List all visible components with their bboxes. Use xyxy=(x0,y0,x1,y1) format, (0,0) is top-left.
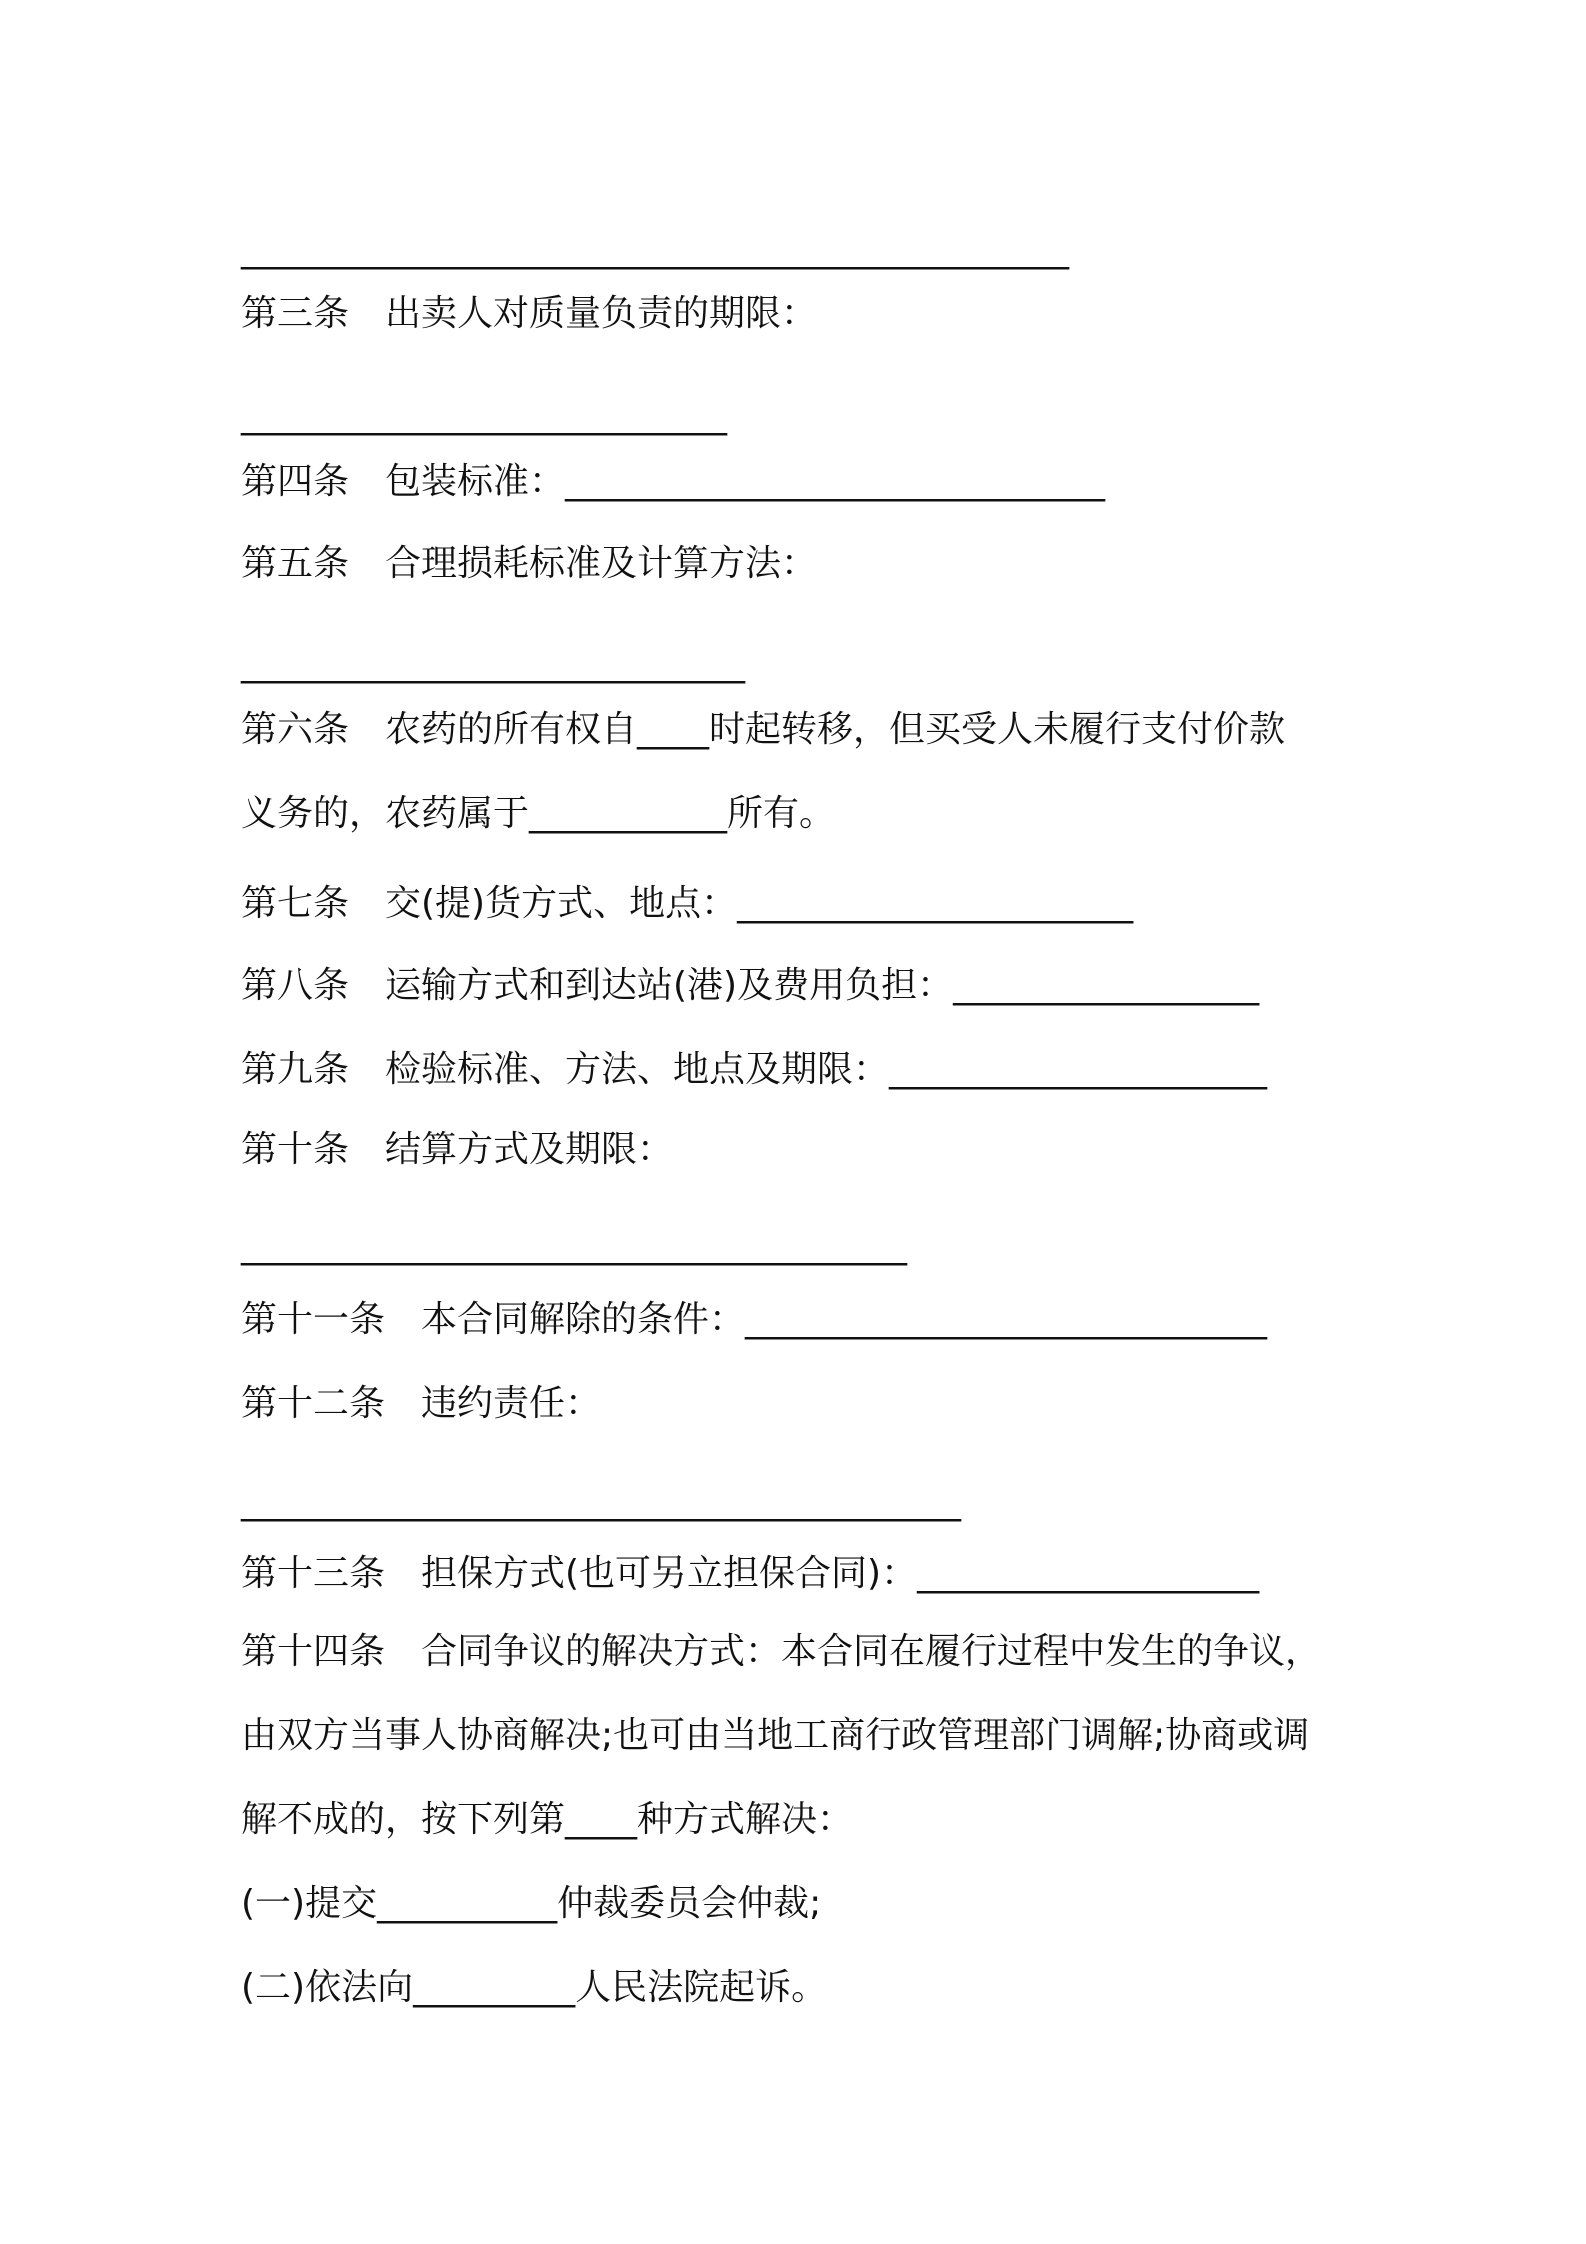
blank-line-3: ____________________________ xyxy=(241,643,745,684)
article-8-transport: 第八条 运输方式和到达站(港)及费用负担：_________________ xyxy=(241,965,1260,1006)
option-arbitration: (一)提交__________仲裁委员会仲裁; xyxy=(241,1883,822,1924)
blank-line-2: ___________________________ xyxy=(241,395,727,436)
option-litigation: (二)依法向_________人民法院起诉。 xyxy=(241,1967,828,2008)
article-6-continued: 义务的，农药属于___________所有。 xyxy=(241,793,836,834)
article-4-packaging: 第四条 包装标准：______________________________ xyxy=(241,461,1106,502)
article-14-dispute: 第十四条 合同争议的解决方式：本合同在履行过程中发生的争议， xyxy=(241,1631,1322,1672)
article-7-delivery: 第七条 交(提)货方式、地点：______________________ xyxy=(241,883,1134,924)
article-14-continued-2: 解不成的，按下列第____种方式解决： xyxy=(241,1799,854,1840)
blank-line-5: ________________________________________ xyxy=(241,1481,961,1522)
article-10-settlement: 第十条 结算方式及期限： xyxy=(241,1129,674,1170)
blank-line-1: ______________________________________________ xyxy=(241,229,1069,270)
article-9-inspection: 第九条 检验标准、方法、地点及期限：_____________________ xyxy=(241,1049,1268,1090)
article-14-continued-1: 由双方当事人协商解决;也可由当地工商行政管理部门调解;协商或调 xyxy=(241,1715,1310,1756)
article-6-ownership: 第六条 农药的所有权自____时起转移，但买受人未履行支付价款 xyxy=(241,709,1286,750)
blank-line-4: _____________________________________ xyxy=(241,1225,907,1266)
article-11-termination: 第十一条 本合同解除的条件：_____________________________ xyxy=(241,1299,1268,1340)
article-12-liability: 第十二条 违约责任： xyxy=(241,1383,602,1424)
article-5-loss-standard: 第五条 合理损耗标准及计算方法： xyxy=(241,543,818,584)
article-3-quality-period: 第三条 出卖人对质量负责的期限： xyxy=(241,293,818,334)
article-13-guarantee: 第十三条 担保方式(也可另立担保合同)：___________________ xyxy=(241,1553,1260,1594)
